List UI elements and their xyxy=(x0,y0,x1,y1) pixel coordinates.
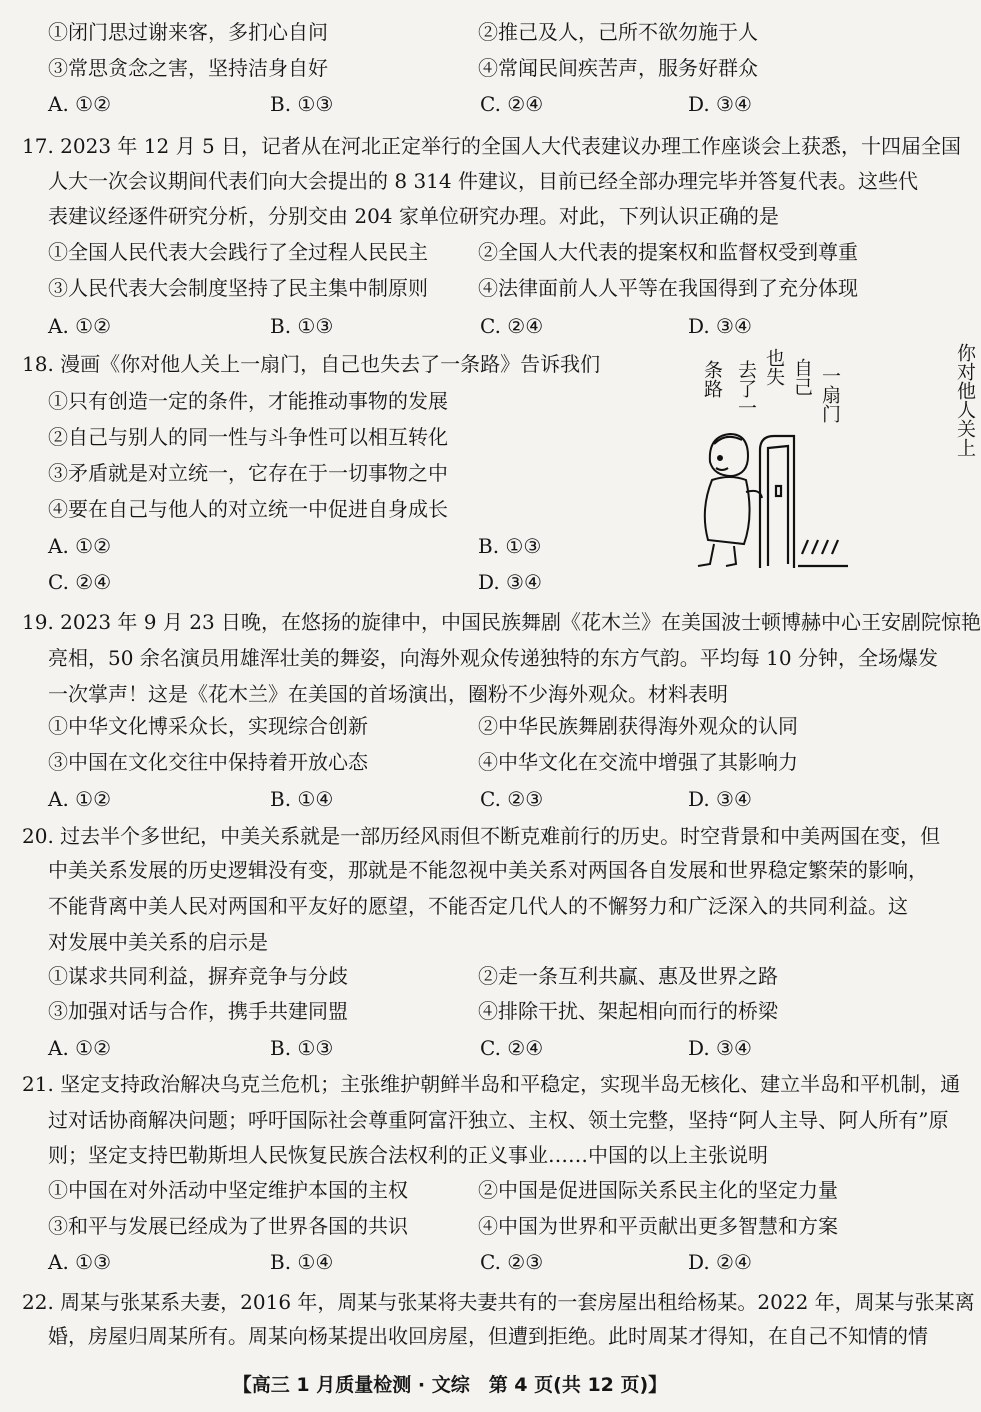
q20-option-4: ④排除干扰、架起相向而行的桥梁 xyxy=(478,999,778,1023)
q20-option-2: ②走一条互利共赢、惠及世界之路 xyxy=(478,964,778,988)
q18-choice-a: A. ①② xyxy=(48,534,112,558)
q21-option-2: ②中国是促进国际关系民主化的坚定力量 xyxy=(478,1178,838,1202)
cartoon-col1-text: 你对他人关上 xyxy=(862,343,976,365)
q17-option-2: ②全国人大代表的提案权和监督权受到尊重 xyxy=(478,240,858,264)
q20-stem-line3: 不能背离中美人民对两国和平友好的愿望，不能否定几代人的不懈努力和广泛深入的共同利益。这 xyxy=(48,894,908,918)
q17-stem-line1: 17. 2023 年 12 月 5 日，记者从在河北正定举行的全国人大代表建议办理工作座谈会上获悉，十四届全国 xyxy=(22,134,962,158)
q21-option-4: ④中国为世界和平贡献出更多智慧和方案 xyxy=(478,1214,838,1238)
q21-choice-b: B. ①④ xyxy=(270,1250,334,1274)
q19-stem-line3: 一次掌声！这是《花木兰》在美国的首场演出，圈粉不少海外观众。材料表明 xyxy=(48,682,728,706)
q20-stem-line2: 中美关系发展的历史逻辑没有变，那就是不能忽视中美关系对两国各自发展和世界稳定繁荣的影响， xyxy=(48,858,928,882)
q18-stem-line1: 18. 漫画《你对他人关上一扇门，自己也失去了一条路》告诉我们 xyxy=(22,352,601,376)
q18-option-2: ②自己与别人的同一性与斗争性可以相互转化 xyxy=(48,425,448,449)
q19-option-2: ②中华民族舞剧获得海外观众的认同 xyxy=(478,714,798,738)
door-drawing xyxy=(760,436,848,568)
q20-choice-b: B. ①③ xyxy=(270,1036,334,1060)
page-footer: 【高三 1 月质量检测 · 文综 第 4 页(共 12 页)】 xyxy=(232,1374,668,1396)
q18-option-1: ①只有创造一定的条件，才能推动事物的发展 xyxy=(48,389,448,413)
q20-stem-line1: 20. 过去半个多世纪，中美关系就是一部历经风雨但不断克难前行的历史。时空背景和中美两国在变，但 xyxy=(22,824,941,848)
q21-option-1: ①中国在对外活动中坚定维护本国的主权 xyxy=(48,1178,408,1202)
cartoon-text-col3: 自己 xyxy=(791,358,813,396)
q17-choice-d: D. ③④ xyxy=(688,314,752,338)
cartoon-text-col1 xyxy=(862,343,976,456)
q20-choice-c: C. ②④ xyxy=(480,1036,544,1060)
q21-choice-a: A. ①③ xyxy=(48,1250,112,1274)
cartoon-text-col6: 条路 xyxy=(701,360,723,398)
q17-choice-b: B. ①③ xyxy=(270,314,334,338)
q21-choice-d: D. ②④ xyxy=(688,1250,752,1274)
q19-choice-d: D. ③④ xyxy=(688,787,752,811)
q16-option-4: ④常闻民间疾苦声，服务好群众 xyxy=(478,56,758,80)
q21-stem-line2: 过对话协商解决问题；呼吁国际社会尊重阿富汗独立、主权、领土完整，坚持“阿人主导、阿人所有”原 xyxy=(48,1108,949,1132)
q20-stem-line4: 对发展中美关系的启示是 xyxy=(48,930,268,954)
q20-option-1: ①谋求共同利益，摒弃竞争与分歧 xyxy=(48,964,348,988)
cartoon-text-col4: 也失 xyxy=(763,348,785,386)
cartoon-text-col2: 一扇门 xyxy=(819,366,841,423)
q20-option-3: ③加强对话与合作，携手共建同盟 xyxy=(48,999,348,1023)
q21-choice-c: C. ②③ xyxy=(480,1250,544,1274)
q19-option-1: ①中华文化博采众长，实现综合创新 xyxy=(48,714,368,738)
q21-stem-line3: 则；坚定支持巴勒斯坦人民恢复民族合法权利的正义事业……中国的以上主张说明 xyxy=(48,1143,768,1167)
person-drawing xyxy=(698,434,762,566)
q17-stem-line3: 表建议经逐件研究分析，分别交由 204 家单位研究办理。对此，下列认识正确的是 xyxy=(48,204,779,228)
q16-choice-b: B. ①③ xyxy=(270,92,334,116)
q18-choice-b: B. ①③ xyxy=(478,534,542,558)
q17-choice-c: C. ②④ xyxy=(480,314,544,338)
q16-option-1: ①闭门思过谢来客，多扪心自问 xyxy=(48,20,328,44)
q18-cartoon-image xyxy=(690,340,976,570)
q17-choice-a: A. ①② xyxy=(48,314,112,338)
q20-choice-a: A. ①② xyxy=(48,1036,112,1060)
q22-stem-line1: 22. 周某与张某系夫妻，2016 年，周某与张某将夫妻共有的一套房屋出租给杨某。2022 年，周某与张某离 xyxy=(22,1290,975,1314)
q16-option-2: ②推己及人，己所不欲勿施于人 xyxy=(478,20,758,44)
q19-stem-line1: 19. 2023 年 9 月 23 日晚，在悠扬的旋律中，中国民族舞剧《花木兰》在美国波士顿博赫中心王安剧院惊艳 xyxy=(22,610,981,634)
q16-choice-a: A. ①② xyxy=(48,92,112,116)
q19-choice-b: B. ①④ xyxy=(270,787,334,811)
q18-option-3: ③矛盾就是对立统一，它存在于一切事物之中 xyxy=(48,461,448,485)
q17-option-1: ①全国人民代表大会践行了全过程人民民主 xyxy=(48,240,428,264)
cartoon-text-col5: 去了一 xyxy=(735,360,757,417)
q22-stem-line2: 婚，房屋归周某所有。周某向杨某提出收回房屋，但遭到拒绝。此时周某才得知，在自己不知情的情 xyxy=(48,1324,928,1348)
q18-choice-c: C. ②④ xyxy=(48,570,112,594)
q17-option-3: ③人民代表大会制度坚持了民主集中制原则 xyxy=(48,276,428,300)
q16-choice-c: C. ②④ xyxy=(480,92,544,116)
q19-option-3: ③中国在文化交往中保持着开放心态 xyxy=(48,750,368,774)
q21-stem-line1: 21. 坚定支持政治解决乌克兰危机；主张维护朝鲜半岛和平稳定，实现半岛无核化、建立半岛和平机制，通 xyxy=(22,1072,961,1096)
q19-stem-line2: 亮相，50 余名演员用雄浑壮美的舞姿，向海外观众传递独特的东方气韵。平均每 10 分钟，全场爆发 xyxy=(48,646,938,670)
q16-option-3: ③常思贪念之害，坚持洁身自好 xyxy=(48,56,328,80)
q19-choice-c: C. ②③ xyxy=(480,787,544,811)
q19-option-4: ④中华文化在交流中增强了其影响力 xyxy=(478,750,798,774)
q19-choice-a: A. ①② xyxy=(48,787,112,811)
q21-option-3: ③和平与发展已经成为了世界各国的共识 xyxy=(48,1214,408,1238)
q18-choice-d: D. ③④ xyxy=(478,570,542,594)
q17-stem-line2: 人大一次会议期间代表们向大会提出的 8 314 件建议，目前已经全部办理完毕并答复代表。这些代 xyxy=(48,169,918,193)
q18-option-4: ④要在自己与他人的对立统一中促进自身成长 xyxy=(48,497,448,521)
q20-choice-d: D. ③④ xyxy=(688,1036,752,1060)
q16-choice-d: D. ③④ xyxy=(688,92,752,116)
q17-option-4: ④法律面前人人平等在我国得到了充分体现 xyxy=(478,276,858,300)
